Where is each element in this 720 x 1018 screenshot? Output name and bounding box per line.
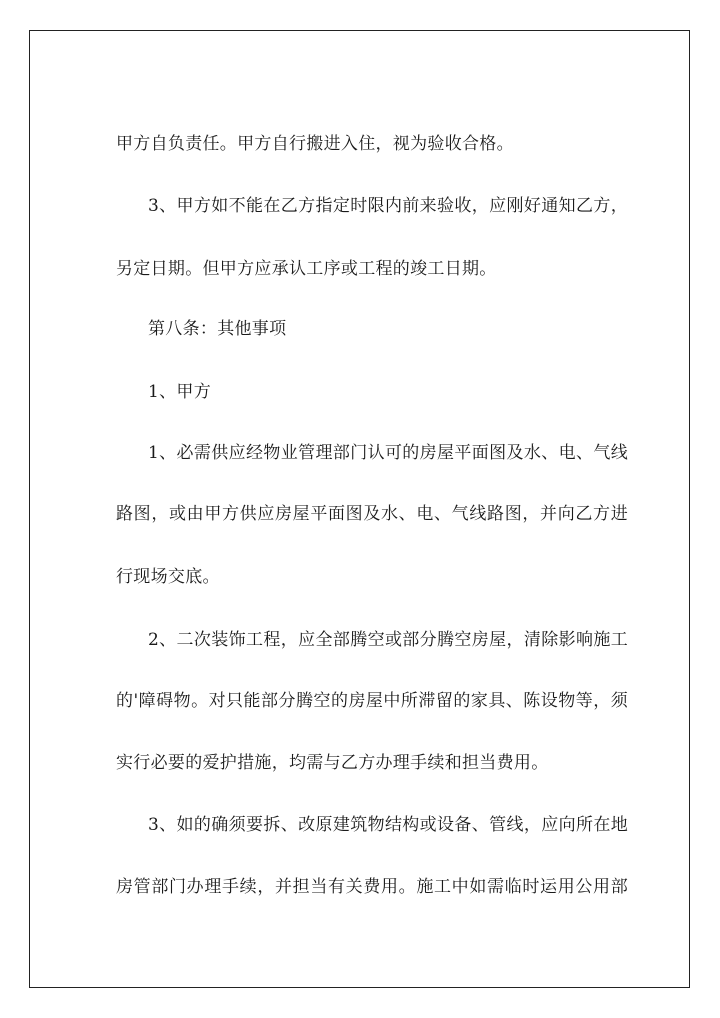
text-line-8: 行现场交底。 bbox=[116, 567, 220, 587]
text-line-11: 实行必要的爱护措施，均需与乙方办理手续和担当费用。 bbox=[116, 753, 549, 773]
subheading-party-a: 1、甲方 bbox=[148, 382, 212, 402]
text-line-12: 3、如的确须要拆、改原建筑物结构或设备、管线，应向所在地 bbox=[148, 815, 628, 835]
text-line-13: 房管部门办理手续，并担当有关费用。施工中如需临时运用公用部 bbox=[116, 877, 628, 897]
section-heading-article-8: 第八条：其他事项 bbox=[148, 319, 287, 339]
text-line-9: 2、二次装饰工程，应全部腾空或部分腾空房屋，清除影响施工 bbox=[148, 630, 628, 650]
text-line-6: 1、必需供应经物业管理部门认可的房屋平面图及水、电、气线 bbox=[148, 443, 628, 463]
text-line-7: 路图，或由甲方供应房屋平面图及水、电、气线路图，并向乙方进 bbox=[116, 504, 628, 524]
text-line-3: 另定日期。但甲方应承认工序或工程的竣工日期。 bbox=[116, 259, 497, 279]
text-line-10: 的'障碍物。对只能部分腾空的房屋中所滞留的家具、陈设物等，须 bbox=[116, 691, 628, 711]
text-line-2: 3、甲方如不能在乙方指定时限内前来验收，应刚好通知乙方， bbox=[148, 196, 628, 216]
text-line-1: 甲方自负责任。甲方自行搬进入住，视为验收合格。 bbox=[116, 134, 514, 154]
